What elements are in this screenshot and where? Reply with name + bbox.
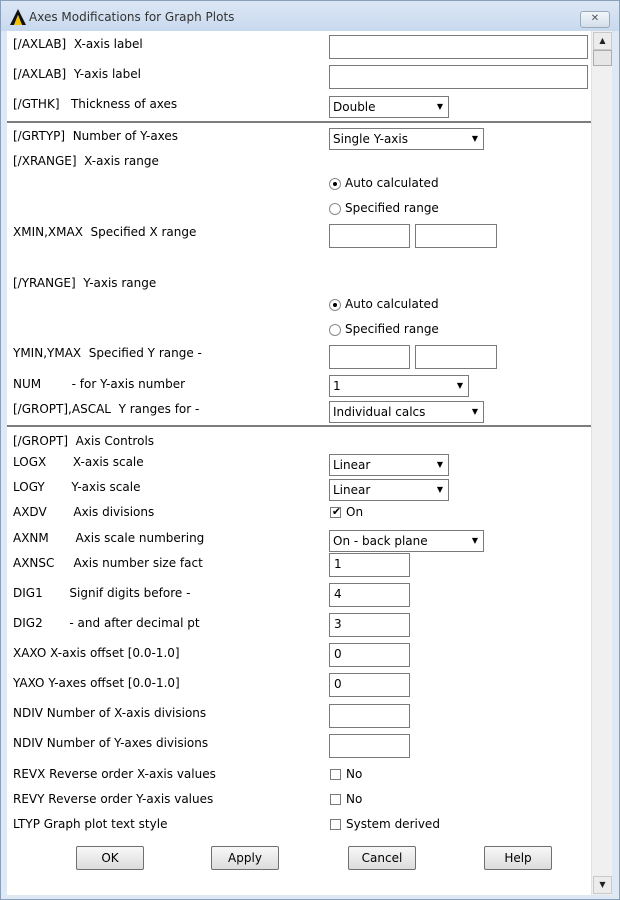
dig2-label: DIG2 - and after decimal pt	[13, 616, 200, 630]
chevron-down-icon: ▼	[436, 102, 444, 111]
y-axis-scale-value: Linear	[333, 483, 371, 497]
section-divider	[7, 425, 591, 427]
digits-after-decimal-input[interactable]: 3	[329, 613, 410, 637]
reverse-x-checkbox[interactable]	[330, 769, 341, 780]
x-axis-divisions-input[interactable]	[329, 704, 410, 728]
check-icon: ✔	[331, 505, 342, 518]
cancel-button[interactable]: Cancel	[348, 846, 416, 870]
scroll-up-button[interactable]	[593, 32, 612, 50]
revx-label: REVX Reverse order X-axis values	[13, 767, 216, 781]
xrange-specified-label: Specified range	[345, 201, 439, 215]
reverse-y-checkbox[interactable]	[330, 794, 341, 805]
xmin-input[interactable]	[329, 224, 410, 248]
y-axes-offset-input[interactable]: 0	[329, 673, 410, 697]
chevron-down-icon: ▼	[471, 407, 479, 416]
close-icon: ✕	[590, 13, 600, 24]
y-axis-number-dropdown[interactable]	[329, 375, 469, 397]
gropt-ascal-label: [/GROPT],ASCAL Y ranges for -	[13, 402, 200, 416]
grtyp-label: [/GRTYP] Number of Y-axes	[13, 129, 179, 143]
x-axis-scale-dropdown[interactable]	[329, 454, 449, 476]
xaxo-label: XAXO X-axis offset [0.0-1.0]	[13, 646, 180, 660]
ok-button[interactable]: OK	[76, 846, 144, 870]
xrange-auto-radio[interactable]	[329, 175, 449, 193]
axis-scale-numbering-value: On - back plane	[333, 534, 428, 548]
x-axis-offset-input[interactable]: 0	[329, 643, 410, 667]
xmax-input[interactable]	[415, 224, 497, 248]
help-button[interactable]: Help	[484, 846, 552, 870]
reverse-y-checkbox-label: No	[346, 792, 363, 806]
scroll-up-icon: ▲	[599, 36, 606, 45]
radio-selected-icon	[329, 178, 341, 190]
axis-divisions-checkbox[interactable]	[330, 507, 341, 518]
axnsc-label: AXNSC Axis number size fact	[13, 556, 203, 570]
gthk-label: [/GTHK] Thickness of axes	[13, 97, 178, 111]
chevron-down-icon: ▼	[471, 536, 479, 545]
ndiv-y-label: NDIV Number of Y-axes divisions	[13, 736, 209, 750]
axes-thickness-value: Double	[333, 100, 376, 114]
number-of-y-axes-value: Single Y-axis	[333, 132, 408, 146]
axis-number-size-input[interactable]: 1	[329, 553, 410, 577]
ymax-input[interactable]	[415, 345, 497, 369]
chevron-down-icon: ▼	[436, 485, 444, 494]
vertical-scrollbar[interactable]	[591, 31, 612, 895]
yminmax-label: YMIN,YMAX Specified Y range -	[13, 346, 202, 360]
y-axes-divisions-input[interactable]	[329, 734, 410, 758]
ymin-input[interactable]	[329, 345, 410, 369]
apply-button[interactable]: Apply	[211, 846, 279, 870]
x-axis-label-input[interactable]	[329, 35, 588, 59]
logx-label: LOGX X-axis scale	[13, 455, 144, 469]
dig1-label: DIG1 Signif digits before -	[13, 586, 191, 600]
chevron-down-icon: ▼	[471, 134, 479, 143]
axes-thickness-dropdown[interactable]	[329, 96, 449, 118]
text-style-checkbox[interactable]	[330, 819, 341, 830]
yrange-label: [/YRANGE] Y-axis range	[13, 276, 157, 290]
xlab-label: [/AXLAB] X-axis label	[13, 37, 143, 51]
radio-unselected-icon	[329, 324, 341, 336]
x-axis-scale-value: Linear	[333, 458, 371, 472]
axis-scale-numbering-dropdown[interactable]	[329, 530, 484, 552]
revy-label: REVY Reverse order Y-axis values	[13, 792, 214, 806]
axdv-label: AXDV Axis divisions	[13, 505, 155, 519]
signif-digits-before-input[interactable]: 4	[329, 583, 410, 607]
chevron-down-icon: ▼	[456, 381, 464, 390]
y-ranges-value: Individual calcs	[333, 405, 426, 419]
axis-divisions-checkbox-label: On	[346, 505, 364, 519]
yaxo-label: YAXO Y-axes offset [0.0-1.0]	[13, 676, 180, 690]
reverse-x-checkbox-label: No	[346, 767, 363, 781]
close-button[interactable]	[580, 11, 610, 28]
ndiv-x-label: NDIV Number of X-axis divisions	[13, 706, 207, 720]
scrollbar-thumb[interactable]	[593, 50, 612, 66]
scroll-down-icon: ▼	[599, 880, 606, 889]
scroll-down-button[interactable]	[593, 876, 612, 894]
title-bar	[1, 1, 619, 31]
section-divider	[7, 121, 591, 123]
xminmax-label: XMIN,XMAX Specified X range	[13, 225, 197, 239]
ansys-logo-icon	[9, 8, 27, 26]
text-style-checkbox-label: System derived	[346, 817, 440, 831]
ylab-label: [/AXLAB] Y-axis label	[13, 67, 141, 81]
dialog-content	[7, 31, 591, 895]
xrange-specified-radio[interactable]	[329, 200, 449, 218]
yrange-auto-radio[interactable]	[329, 296, 449, 314]
axnm-label: AXNM Axis scale numbering	[13, 531, 205, 545]
y-axis-number-value: 1	[333, 379, 341, 393]
yrange-auto-label: Auto calculated	[345, 297, 439, 311]
logy-label: LOGY Y-axis scale	[13, 480, 141, 494]
gropt-axis-label: [/GROPT] Axis Controls	[13, 434, 155, 448]
xrange-label: [/XRANGE] X-axis range	[13, 154, 159, 168]
window-title: Axes Modifications for Graph Plots	[29, 10, 235, 24]
radio-selected-icon	[329, 299, 341, 311]
yrange-specified-label: Specified range	[345, 322, 439, 336]
chevron-down-icon: ▼	[436, 460, 444, 469]
yrange-specified-radio[interactable]	[329, 321, 449, 339]
y-axis-scale-dropdown[interactable]	[329, 479, 449, 501]
y-ranges-dropdown[interactable]	[329, 401, 484, 423]
number-of-y-axes-dropdown[interactable]	[329, 128, 484, 150]
xrange-auto-label: Auto calculated	[345, 176, 439, 190]
num-label: NUM - for Y-axis number	[13, 377, 186, 391]
radio-unselected-icon	[329, 203, 341, 215]
y-axis-label-input[interactable]	[329, 65, 588, 89]
ltyp-label: LTYP Graph plot text style	[13, 817, 168, 831]
